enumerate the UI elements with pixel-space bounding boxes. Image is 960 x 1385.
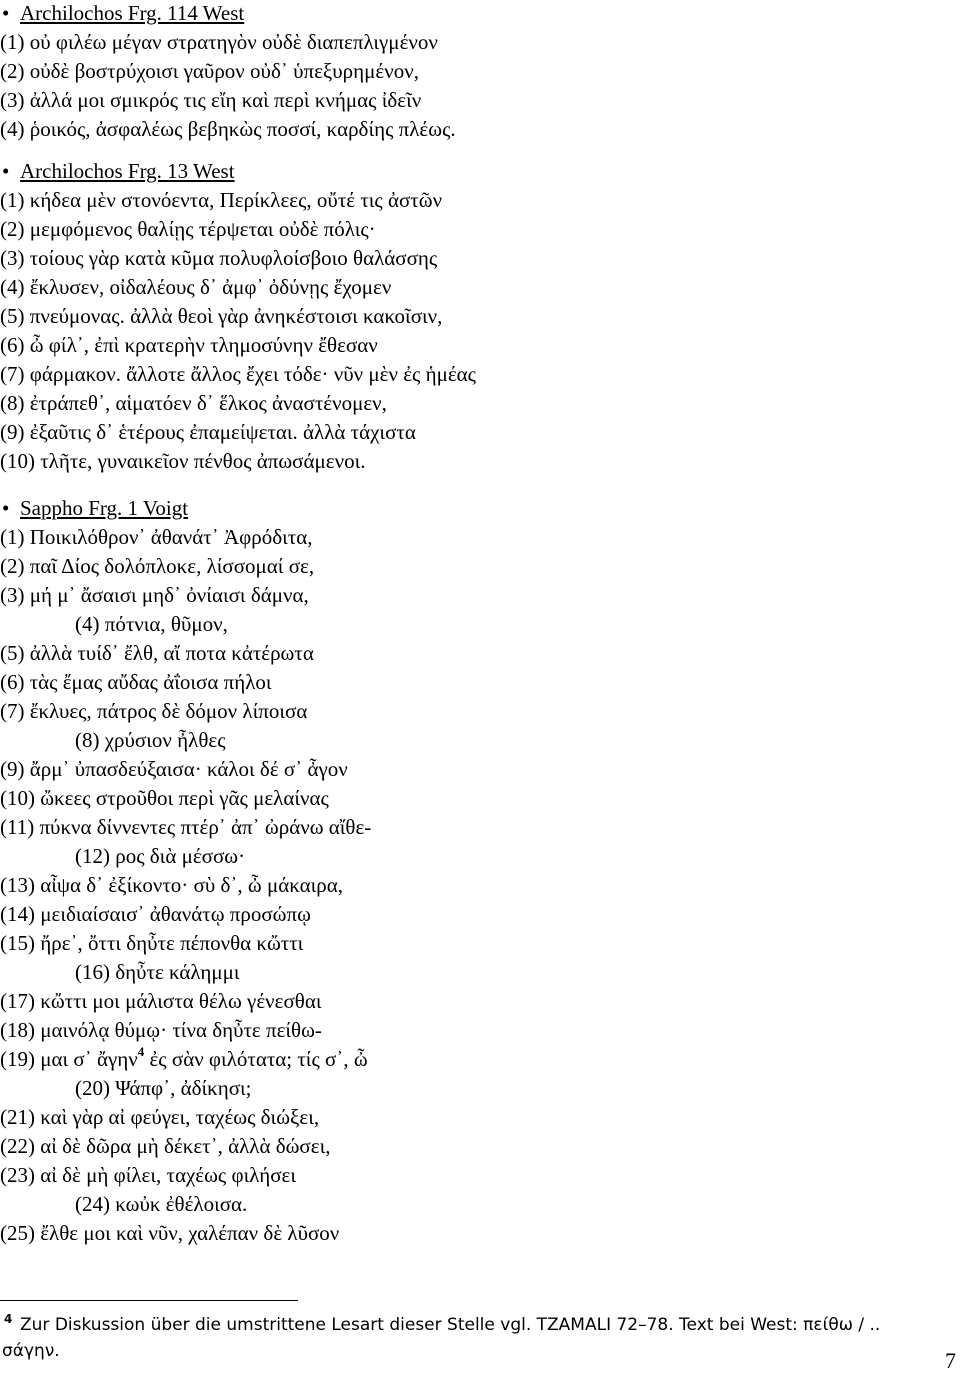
verse-line-part: ἐς σὰν φιλότατα; τίς σ᾽, ὦ	[149, 1047, 368, 1071]
verse-line: (3) μή μ᾽ ἄσαισι μηδ᾽ ὀνίαισι δάμνα,	[0, 583, 309, 607]
verse-line: (10) τλῆτε, γυναικεῖον πένθος ἀπωσάμενοι.	[0, 449, 366, 473]
verse-line: (5) πνεύμονας. ἀλλὰ θεοὶ γὰρ ἀνηκέστοισι κακοῖσιν,	[0, 304, 443, 328]
footnote-number: 4	[4, 1312, 13, 1326]
verse-line-indented: (8) χρύσιον ἦλθες	[75, 728, 226, 752]
verse-line: (6) τὰς ἔμας αὔδας ἀΐοισα πήλοι	[0, 670, 272, 694]
verse-line: (7) ἔκλυες, πάτρος δὲ δόμον λίποισα	[0, 699, 308, 723]
verse-line-indented: (4) πότνια, θῦμον,	[75, 612, 228, 636]
verse-line-with-footnote	[0, 1045, 950, 1074]
verse-line: (2) οὐδὲ βοστρύχοισι γαῦρον οὐδ᾽ ὑπεξυρημένον,	[0, 59, 419, 83]
footnote-reference[interactable]: 4	[137, 1044, 145, 1059]
verse-line: (3) τοίους γὰρ κατὰ κῦμα πολυφλοίσβοιο θαλάσσης	[0, 246, 438, 270]
verse-line-indented: (12) ρος διὰ μέσσω·	[75, 844, 246, 868]
fragment-heading: • Sappho Frg. 1 Voigt	[0, 494, 950, 523]
verse-line: (4) ἔκλυσεν, οἰδαλέους δ᾽ ἀμφ᾽ ὀδύνῃς ἔχομεν	[0, 275, 392, 299]
verse-line: (7) φάρμακον. ἄλλοτε ἄλλος ἔχει τόδε· νῦν μὲν ἐς ἡμέας	[0, 362, 476, 386]
footnote-text-line: Zur Diskussion über die umstrittene Lesart dieser Stelle vgl. TZAMALI 72–78. Text bei West: πείθω / ..	[20, 1315, 881, 1335]
verse-line: (6) ὦ φίλ᾽, ἐπὶ κρατερὴν τλημοσύνην ἔθεσαν	[0, 333, 378, 357]
footnote-separator	[0, 1300, 298, 1301]
verse-line: (22) αἰ δὲ δῶρα μὴ δέκετ᾽, ἀλλὰ δώσει,	[0, 1134, 331, 1158]
verse-line: (9) ἐξαῦτις δ᾽ ἑτέρους ἐπαμείψεται. ἀλλὰ τάχιστα	[0, 420, 416, 444]
fragment-sappho-1	[0, 494, 950, 1248]
footnote-text-line: σάγην.	[2, 1341, 60, 1361]
fragment-heading: • Archilochos Frg. 13 West	[0, 157, 950, 186]
verse-line: (1) οὐ φιλέω μέγαν στρατηγὸν οὐδὲ διαπεπλιγμένον	[0, 30, 438, 54]
verse-line: (15) ἤρε᾽, ὄττι δηὖτε πέπονθα κὤττι	[0, 931, 304, 955]
verse-line: (3) ἀλλά μοι σμικρός τις εἴη καὶ περὶ κνήμας ἰδεῖν	[0, 88, 422, 112]
verse-line-indented: (24) κωὐκ ἐθέλοισα.	[75, 1192, 248, 1216]
verse-line: (8) ἐτράπεθ᾽, αἱματόεν δ᾽ ἕλκος ἀναστένομεν,	[0, 391, 387, 415]
verse-line: (2) παῖ Δίος δολόπλοκε, λίσσομαί σε,	[0, 554, 315, 578]
verse-line: (11) πύκνα δίννεντες πτέρ᾽ ἀπ᾽ ὠράνω αἴθε-	[0, 815, 372, 839]
verse-line-indented: (16) δηὖτε κάλημμι	[75, 960, 240, 984]
verse-line: (1) κήδεα μὲν στονόεντα, Περίκλεες, οὔτέ τις ἀστῶν	[0, 188, 443, 212]
page-number: 7	[945, 1348, 956, 1373]
fragment-archilochos-13	[0, 157, 950, 476]
verse-line-indented: (20) Ψάπφ᾽, ἀδίκησι;	[75, 1076, 252, 1100]
verse-line: (14) μειδιαίσαισ᾽ ἀθανάτῳ προσώπῳ	[0, 902, 311, 926]
verse-line: (2) μεμφόμενος θαλίῃς τέρψεται οὐδὲ πόλις·	[0, 217, 376, 241]
verse-line: (4) ῥοικός, ἀσφαλέως βεβηκὼς ποσσί, καρδίης πλέως.	[0, 117, 456, 141]
verse-line: (21) καὶ γὰρ αἰ φεύγει, ταχέως διώξει,	[0, 1105, 320, 1129]
fragment-heading: • Archilochos Frg. 114 West	[0, 0, 950, 28]
verse-line: (10) ὤκεες στροῦθοι περὶ γᾶς μελαίνας	[0, 786, 329, 810]
verse-line: (1) Ποικιλόθρον᾽ ἀθανάτ᾽ Ἀφρόδιτα,	[0, 525, 313, 549]
verse-line: (17) κὤττι μοι μάλιστα θέλω γένεσθαι	[0, 989, 322, 1013]
fragment-archilochos-114	[0, 0, 950, 144]
footnote	[0, 1312, 955, 1364]
verse-line: (5) ἀλλὰ τυίδ᾽ ἔλθ, αἴ ποτα κἀτέρωτα	[0, 641, 314, 665]
verse-line: (23) αἰ δὲ μὴ φίλει, ταχέως φιλήσει	[0, 1163, 297, 1187]
verse-line-part: (19) μαι σ᾽ ἄγην	[0, 1047, 138, 1071]
verse-line: (18) μαινόλᾳ θύμῳ· τίνα δηὖτε πείθω-	[0, 1018, 322, 1042]
verse-line: (9) ἄρμ᾽ ὐπασδεύξαισα· κάλοι δέ σ᾽ ἆγον	[0, 757, 348, 781]
verse-line: (13) αἶψα δ᾽ ἐξίκοντο· σὺ δ᾽, ὦ μάκαιρα,	[0, 873, 344, 897]
verse-line: (25) ἔλθε μοι καὶ νῦν, χαλέπαν δὲ λῦσον	[0, 1221, 340, 1245]
